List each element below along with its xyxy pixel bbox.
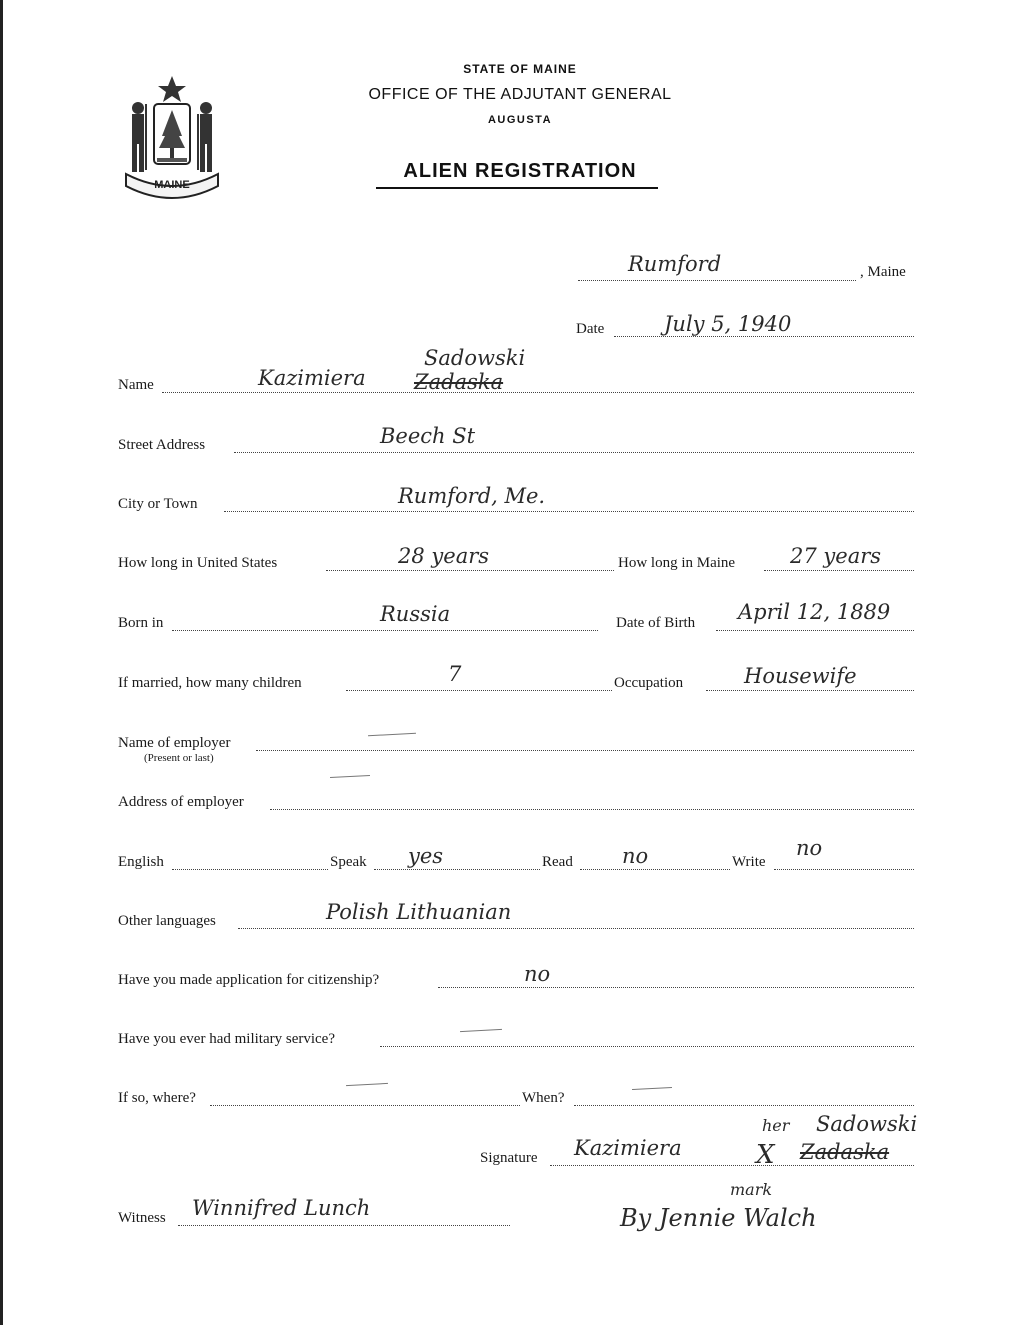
header-office: OFFICE OF THE ADJUTANT GENERAL [368, 86, 672, 103]
children-line [346, 690, 612, 691]
years-maine-label: How long in Maine [618, 555, 736, 571]
write-value: no [796, 836, 823, 860]
town-value: Rumford [628, 252, 722, 276]
city-line [224, 511, 914, 512]
date-line [614, 336, 914, 337]
city-value: Rumford, Me. [398, 484, 546, 508]
citizenship-value: no [524, 962, 551, 986]
name-first: Kazimiera [258, 366, 366, 390]
name-last-struck: Zadaska [414, 370, 504, 394]
street-value: Beech St [380, 424, 476, 448]
military-label: Have you ever had military service? [118, 1031, 335, 1047]
other-languages-value: Polish Lithuanian [326, 900, 512, 924]
street-line [234, 452, 914, 453]
when-line [574, 1105, 914, 1106]
other-languages-line [238, 928, 914, 929]
occupation-label: Occupation [614, 675, 684, 691]
write-line [774, 869, 914, 870]
citizenship-label: Have you made application for citizenship? [118, 972, 380, 988]
witness-line [178, 1225, 510, 1226]
occupation-value: Housewife [744, 664, 857, 688]
born-label: Born in [118, 615, 164, 631]
where-label: If so, where? [118, 1090, 196, 1106]
employer-label: Name of employer [118, 735, 231, 751]
military-line [380, 1046, 914, 1047]
citizenship-line [438, 987, 914, 988]
employer-line [256, 750, 914, 751]
signature-mark-word: mark [730, 1180, 773, 1199]
witness-value: Winnifred Lunch [192, 1196, 371, 1220]
dob-line [716, 630, 914, 631]
maine-state-seal-icon [118, 74, 226, 200]
date-value: July 5, 1940 [664, 312, 792, 336]
years-us-value: 28 years [398, 544, 490, 568]
write-label: Write [732, 854, 766, 870]
signature-mark: X [756, 1140, 775, 1170]
signature-line [550, 1165, 914, 1166]
children-label: If married, how many children [118, 675, 302, 691]
read-label: Read [542, 854, 573, 870]
years-us-label: How long in United States [118, 555, 278, 571]
years-maine-line [764, 570, 914, 571]
years-us-line [326, 570, 614, 571]
maine-suffix: , Maine [860, 264, 906, 280]
street-label: Street Address [118, 437, 206, 453]
witness-label: Witness [118, 1210, 166, 1226]
title-underline [376, 187, 658, 189]
years-maine-value: 27 years [790, 544, 882, 568]
born-value: Russia [380, 602, 451, 626]
read-value: no [622, 844, 649, 868]
name-line [162, 392, 914, 393]
english-line [172, 869, 328, 870]
signature-label: Signature [480, 1150, 538, 1166]
children-value: 7 [448, 662, 462, 686]
header-city: AUGUSTA [487, 114, 553, 126]
name-last-correction: Sadowski [424, 346, 526, 370]
signature-last-struck: Zadaska [800, 1140, 890, 1164]
header-state: STATE OF MAINE [463, 62, 577, 76]
signature-first: Kazimiera [574, 1136, 682, 1160]
signature-by: By Jennie Walch [620, 1204, 817, 1232]
speak-label: Speak [330, 854, 367, 870]
employer-address-label: Address of employer [118, 794, 244, 810]
city-label: City or Town [118, 496, 198, 512]
where-line [210, 1105, 520, 1106]
born-line [172, 630, 598, 631]
date-label: Date [576, 321, 605, 337]
name-label: Name [118, 377, 154, 393]
dob-label: Date of Birth [616, 615, 696, 631]
other-languages-label: Other languages [118, 913, 216, 929]
dob-value: April 12, 1889 [738, 600, 891, 624]
town-line [578, 280, 856, 281]
speak-line [374, 869, 540, 870]
speak-value: yes [408, 844, 444, 868]
signature-her: her [762, 1116, 790, 1135]
english-label: English [118, 854, 164, 870]
read-line [580, 869, 730, 870]
form-title: ALIEN REGISTRATION [403, 160, 637, 182]
when-label: When? [522, 1090, 565, 1106]
employer-sublabel: (Present or last) [144, 752, 214, 764]
occupation-line [706, 690, 914, 691]
signature-last-correction: Sadowski [816, 1112, 918, 1136]
seal-banner-text: MAINE [154, 179, 190, 191]
employer-address-line [270, 809, 914, 810]
